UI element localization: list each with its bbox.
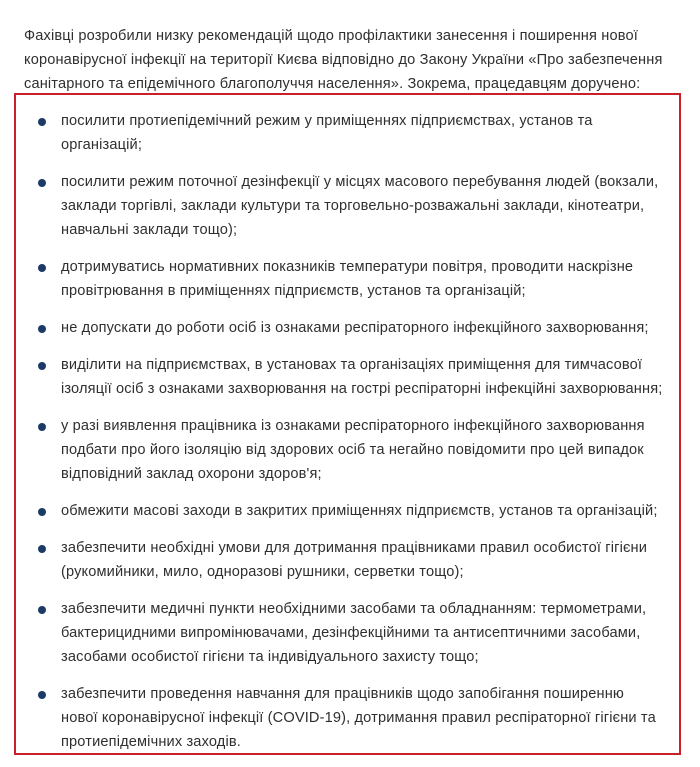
- list-item: [38, 536, 663, 584]
- recommendations-list: [16, 95, 679, 755]
- list-item-text: дотримуватись нормативних показників температури повітря, проводити наскрізне провітрювання в приміщеннях підприємств, установ та організацій;: [61, 259, 634, 299]
- list-item: [38, 316, 663, 340]
- bullet-icon: [38, 508, 46, 516]
- list-item: [38, 414, 663, 486]
- list-item: [38, 682, 663, 754]
- list-item-text: посилити протиепідемічний режим у приміщеннях підприємствах, установ та організацій;: [61, 113, 593, 153]
- list-item-text: забезпечити проведення навчання для працівників щодо запобігання поширенню нової коронавірусної інфекції (COVID-19), дотримання правил респіраторної гігієни та протиепідемічних заходів.: [61, 686, 656, 750]
- bullet-icon: [38, 606, 46, 614]
- bullet-icon: [38, 118, 46, 126]
- bullet-icon: [38, 179, 46, 187]
- list-item-text: забезпечити необхідні умови для дотримання працівниками правил особистої гігієни (рукомийники, мило, одноразові рушники, серветки тощо);: [61, 540, 648, 580]
- bullet-icon: [38, 325, 46, 333]
- list-item-text: у разі виявлення працівника із ознаками респіраторного інфекційного захворювання подбати про його ізоляцію від здорових осіб та негайно повідомити про цей випадок відповідний заклад охорони здоров'я;: [61, 418, 645, 482]
- list-item: [38, 597, 663, 669]
- intro-paragraph: Фахівці розробили низку рекомендацій щодо профілактики занесення і поширення нової коронавірусної інфекції на території Києва відповідно до Закону України «Про забезпечення санітарного та епідемічного благополуччя населення». Зокрема, працедавцям доручено:: [24, 27, 663, 92]
- recommendations-callout-box: [14, 93, 681, 755]
- list-item: [38, 499, 663, 523]
- bullet-icon: [38, 264, 46, 272]
- list-item-text: не допускати до роботи осіб із ознаками респіраторного інфекційного захворювання;: [61, 320, 649, 336]
- bullet-icon: [38, 545, 46, 553]
- list-item-text: забезпечити медичні пункти необхідними засобами та обладнанням: термометрами, бактерицидними випромінювачами, дезінфекційними та антисептичними засобами, засобами особистої гігієни та індивідуального захисту тощо;: [61, 601, 647, 665]
- list-item-text: виділити на підприємствах, в установах та організаціях приміщення для тимчасової ізоляції осіб з ознаками захворювання на гострі респіраторні інфекційні захворювання;: [61, 357, 663, 397]
- bullet-icon: [38, 691, 46, 699]
- list-item: [38, 109, 663, 157]
- list-item-text: обмежити масові заходи в закритих приміщеннях підприємств, установ та організацій;: [61, 503, 658, 519]
- bullet-icon: [38, 423, 46, 431]
- bullet-icon: [38, 362, 46, 370]
- list-item: [38, 255, 663, 303]
- list-item: [38, 170, 663, 242]
- list-item: [38, 353, 663, 401]
- list-item-text: посилити режим поточної дезінфекції у місцях масового перебування людей (вокзали, заклади торгівлі, заклади культури та торговельно-розважальні заклади, кінотеатри, навчальні заклади тощо);: [61, 174, 659, 238]
